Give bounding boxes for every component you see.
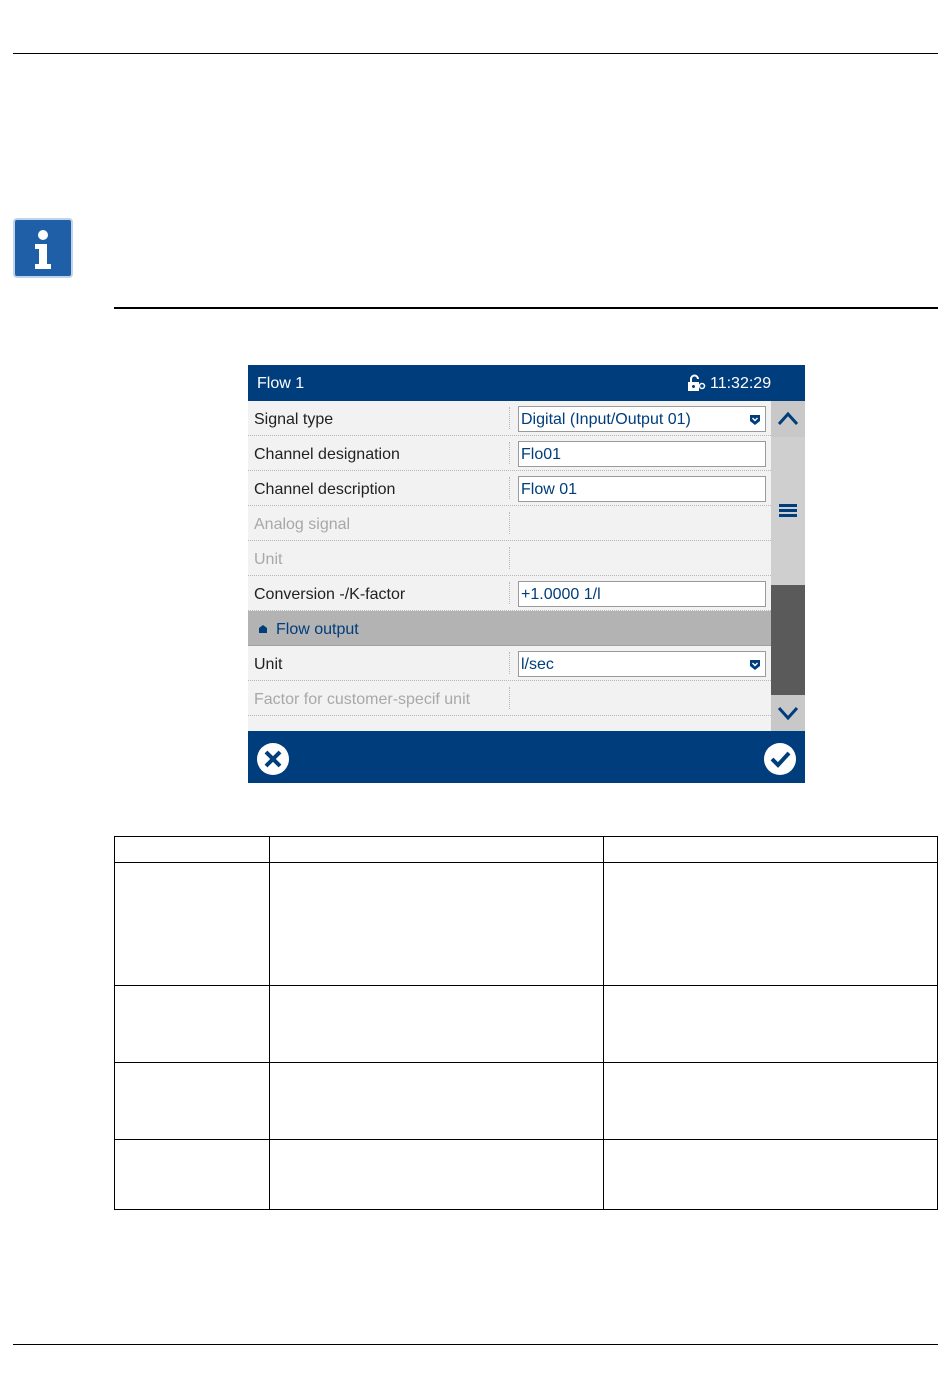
dropdown-arrow-icon bbox=[749, 413, 761, 425]
parameter-label: Signal type bbox=[254, 411, 334, 428]
parameter-row[interactable] bbox=[248, 471, 771, 506]
table-rule bbox=[114, 836, 938, 837]
table-rule bbox=[114, 1209, 938, 1210]
parameter-label: Flow output bbox=[258, 621, 359, 639]
table-rule bbox=[603, 836, 604, 1210]
column-divider bbox=[509, 477, 510, 499]
parameter-label: Channel designation bbox=[254, 446, 400, 463]
text-field[interactable]: +1.0000 1/l bbox=[518, 581, 766, 607]
parameter-row bbox=[248, 681, 771, 716]
table-rule bbox=[937, 836, 938, 1210]
menu-icon bbox=[771, 437, 805, 585]
table-rule bbox=[114, 1139, 938, 1140]
parameter-row bbox=[248, 506, 771, 541]
column-divider bbox=[509, 652, 510, 674]
device-footer bbox=[248, 731, 805, 783]
device-title: Flow 1 bbox=[257, 375, 305, 392]
table-rule bbox=[114, 985, 938, 986]
column-divider bbox=[509, 512, 510, 534]
parameter-list bbox=[248, 401, 771, 731]
parameter-label: Analog signal bbox=[254, 516, 351, 533]
dropdown-arrow-icon bbox=[749, 658, 761, 670]
parameter-row[interactable] bbox=[248, 436, 771, 471]
scrollbar[interactable] bbox=[771, 401, 805, 731]
table-rule bbox=[114, 1062, 938, 1063]
parameter-label: Unit bbox=[254, 551, 283, 568]
parameter-table bbox=[114, 836, 938, 1210]
scroll-thumb[interactable] bbox=[771, 585, 805, 695]
table-rule bbox=[269, 836, 270, 1210]
clock-time: 11:32:29 bbox=[710, 375, 772, 392]
column-divider bbox=[509, 687, 510, 709]
parameter-row[interactable] bbox=[248, 576, 771, 611]
parameter-label: Unit bbox=[254, 656, 283, 673]
table-rule bbox=[114, 862, 938, 863]
chevron-up-icon bbox=[771, 401, 805, 437]
chevron-down-icon bbox=[771, 695, 805, 731]
info-icon bbox=[13, 218, 73, 278]
lock-open-icon bbox=[686, 374, 706, 392]
dropdown-field[interactable]: Digital (Input/Output 01) bbox=[518, 406, 766, 432]
header-rule bbox=[13, 53, 938, 54]
scroll-down-button[interactable] bbox=[771, 695, 805, 731]
parameter-row[interactable] bbox=[248, 401, 771, 436]
parameter-row[interactable] bbox=[248, 646, 771, 681]
footer-rule bbox=[13, 1344, 938, 1345]
parameter-label: Factor for customer-specif unit bbox=[254, 691, 471, 708]
column-divider bbox=[509, 582, 510, 604]
device-screenshot bbox=[248, 365, 805, 783]
close-circle-icon[interactable] bbox=[256, 742, 290, 776]
text-field[interactable]: Flo01 bbox=[518, 441, 766, 467]
table-rule bbox=[114, 836, 115, 1210]
parameter-label: Conversion -/K-factor bbox=[254, 586, 406, 603]
parameter-row bbox=[248, 541, 771, 576]
collapse-icon bbox=[258, 621, 276, 638]
scroll-up-button[interactable] bbox=[771, 401, 805, 437]
check-circle-icon[interactable] bbox=[763, 742, 797, 776]
dropdown-field[interactable]: l/sec bbox=[518, 651, 766, 677]
column-divider bbox=[509, 547, 510, 569]
section-header[interactable] bbox=[248, 611, 771, 646]
parameter-label: Channel description bbox=[254, 481, 396, 498]
column-divider bbox=[509, 442, 510, 464]
device-header bbox=[248, 365, 805, 401]
scroll-track[interactable] bbox=[771, 437, 805, 585]
column-divider bbox=[509, 407, 510, 429]
note-rule bbox=[114, 307, 938, 309]
text-field[interactable]: Flow 01 bbox=[518, 476, 766, 502]
